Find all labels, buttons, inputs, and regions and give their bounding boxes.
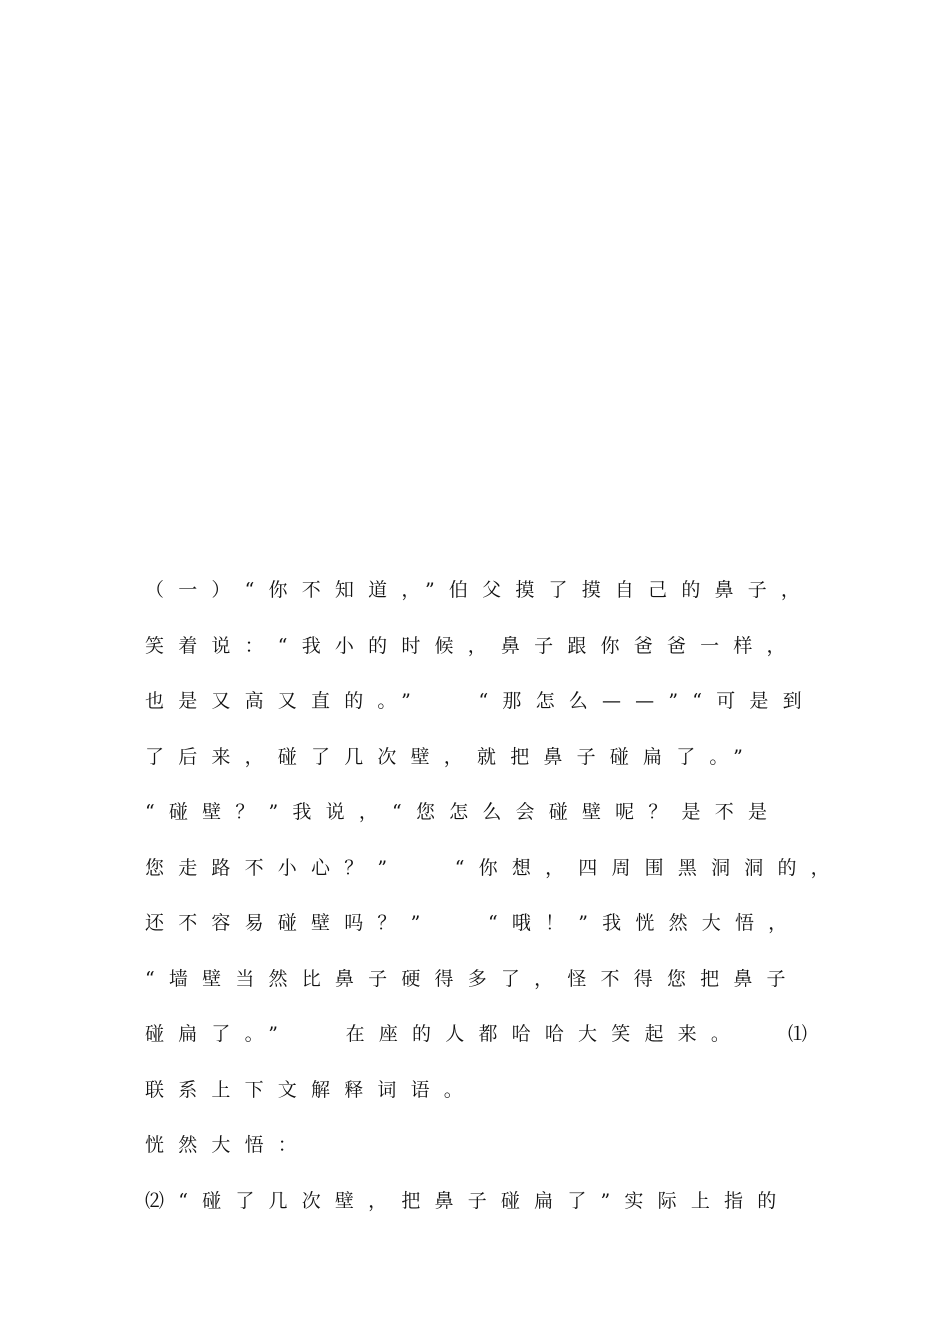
- text-line-3: 也是又高又直的。” “那怎么——”“可是到: [145, 690, 816, 712]
- text-line-7: 还不容易碰壁吗？” “哦！”我恍然大悟，: [145, 912, 802, 934]
- text-line-9: 碰扁了。” 在座的人都哈哈大笑起来。 ⑴: [145, 1023, 822, 1045]
- text-line-5: “碰壁？”我说，“您怎么会碰壁呢？是不是: [145, 801, 782, 823]
- question-1-term: 恍然大悟：: [145, 1134, 312, 1156]
- question-1-prompt: 联系上下文解释词语。: [145, 1078, 478, 1101]
- text-line-1: （一）“你不知道，”伯父摸了摸自己的鼻子，: [145, 579, 815, 601]
- text-line-4: 了后来，碰了几次壁，就把鼻子碰扁了。”: [145, 745, 758, 768]
- question-2-prompt: ⑵“碰了几次壁，把鼻子碰扁了”实际上指的: [145, 1189, 791, 1212]
- text-line-2: 笑着说：“我小的时候，鼻子跟你爸爸一样，: [145, 634, 800, 657]
- text-line-6: 您走路不小心？” “你想，四周围黑洞洞的，: [145, 856, 844, 879]
- text-line-8: “墙壁当然比鼻子硬得多了，怪不得您把鼻子: [145, 967, 800, 990]
- passage-text: [145, 571, 845, 1237]
